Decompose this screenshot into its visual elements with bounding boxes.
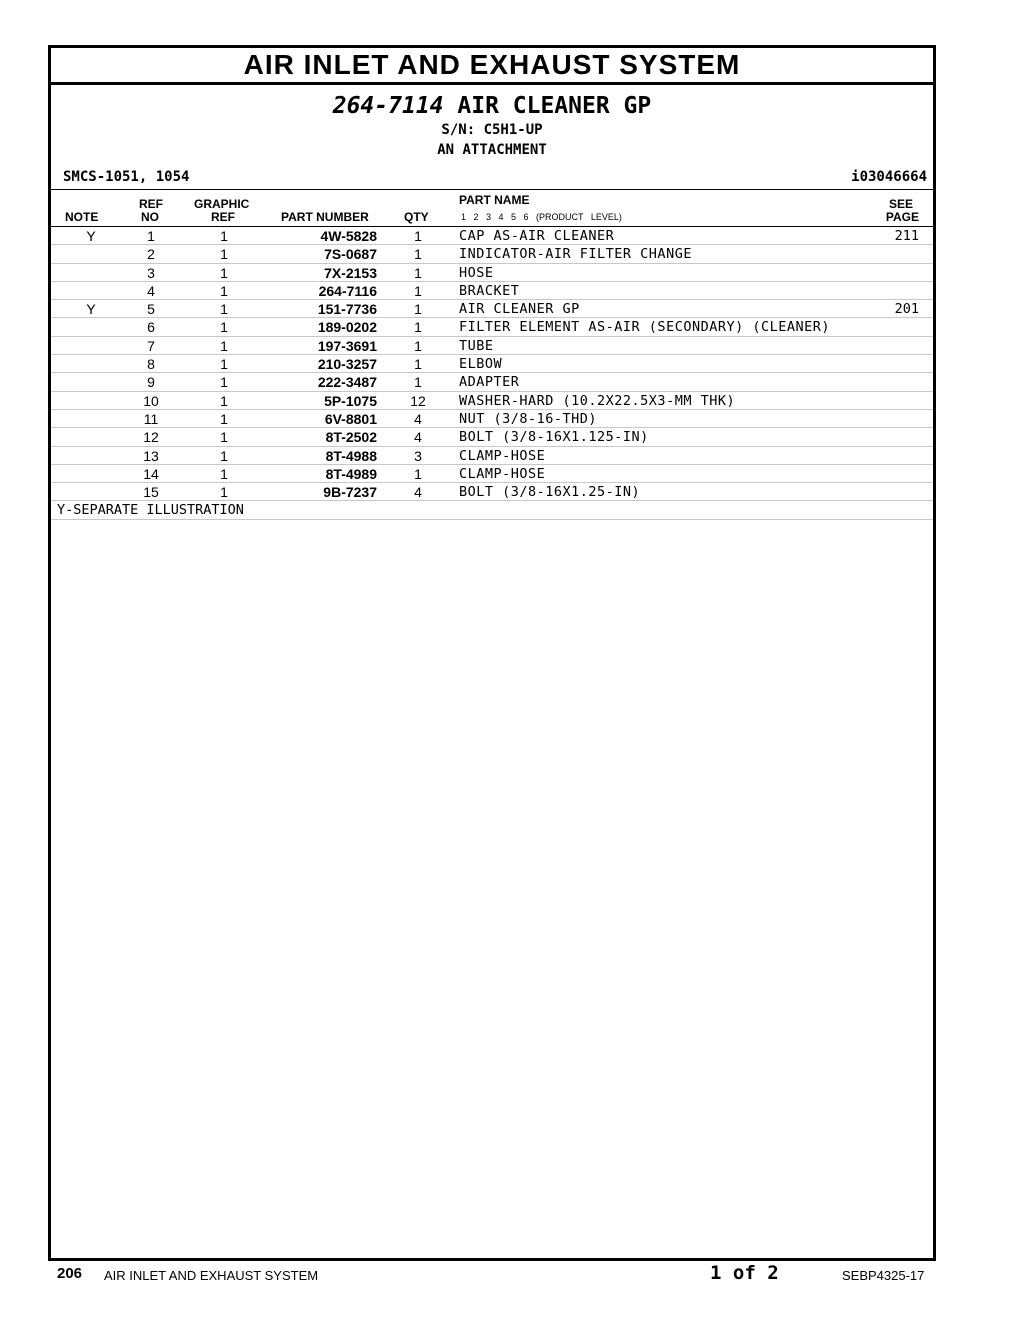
row-part-number: 5P-1075 bbox=[324, 392, 377, 409]
footer-title: AIR INLET AND EXHAUST SYSTEM bbox=[104, 1268, 319, 1283]
table-row bbox=[51, 392, 933, 410]
row-graphic-ref: 1 bbox=[220, 429, 228, 446]
table-row bbox=[51, 483, 933, 501]
row-qty: 1 bbox=[414, 282, 422, 299]
group-name: AIR CLEANER GP bbox=[457, 93, 652, 119]
row-part-name: NUT (3/8-16-THD) bbox=[459, 410, 598, 427]
row-ref-number: 15 bbox=[143, 484, 159, 501]
table-row bbox=[51, 264, 933, 282]
column-header bbox=[51, 189, 933, 227]
table-row bbox=[51, 373, 933, 391]
row-part-name: AIR CLEANER GP bbox=[459, 301, 580, 318]
row-graphic-ref: 1 bbox=[220, 228, 228, 244]
row-see-page: 201 bbox=[894, 301, 919, 318]
row-part-number: 197-3691 bbox=[317, 337, 377, 354]
row-part-number: 8T-4989 bbox=[325, 465, 377, 482]
row-ref-number: 11 bbox=[143, 410, 159, 427]
table-row bbox=[51, 300, 933, 318]
row-graphic-ref: 1 bbox=[220, 410, 228, 427]
row-part-name: ELBOW bbox=[459, 356, 503, 373]
row-ref-number: 13 bbox=[143, 447, 159, 464]
row-part-name: BOLT (3/8-16X1.125-IN) bbox=[459, 429, 649, 446]
row-part-name: HOSE bbox=[459, 264, 494, 281]
table-row bbox=[51, 282, 933, 300]
row-graphic-ref: 1 bbox=[220, 282, 228, 299]
row-part-name: CLAMP-HOSE bbox=[459, 465, 546, 482]
row-graphic-ref: 1 bbox=[220, 465, 228, 482]
row-part-number: 4W-5828 bbox=[320, 228, 377, 244]
page-footer bbox=[0, 1262, 1020, 1292]
row-ref-number: 5 bbox=[147, 301, 155, 318]
row-graphic-ref: 1 bbox=[220, 264, 228, 281]
footer-document-number: SEBP4325-17 bbox=[842, 1268, 925, 1283]
row-ref-number: 9 bbox=[147, 374, 155, 391]
row-part-name: ADAPTER bbox=[459, 374, 520, 391]
row-note: Y bbox=[86, 228, 96, 244]
table-row bbox=[51, 428, 933, 446]
group-header bbox=[51, 85, 933, 189]
row-note: Y bbox=[86, 301, 96, 318]
row-part-number: 210-3257 bbox=[317, 356, 377, 373]
row-part-name: BRACKET bbox=[459, 282, 520, 299]
row-ref-number: 6 bbox=[147, 319, 155, 336]
serial-number: S/N: C5H1-UP bbox=[441, 122, 543, 138]
row-ref-number: 12 bbox=[143, 429, 159, 446]
row-qty: 1 bbox=[414, 246, 422, 263]
row-ref-number: 1 bbox=[147, 228, 155, 244]
row-graphic-ref: 1 bbox=[220, 337, 228, 354]
table-row bbox=[51, 337, 933, 355]
row-qty: 12 bbox=[410, 392, 426, 409]
row-part-number: 189-0202 bbox=[317, 319, 377, 336]
header-part-number: PART NUMBER bbox=[281, 210, 369, 224]
row-part-number: 7X-2153 bbox=[324, 264, 377, 281]
row-graphic-ref: 1 bbox=[220, 301, 228, 318]
row-part-name: TUBE bbox=[459, 337, 494, 354]
row-ref-number: 4 bbox=[147, 282, 155, 299]
header-part-name: PART NAME bbox=[459, 193, 530, 207]
row-part-number: 8T-4988 bbox=[325, 447, 377, 464]
row-graphic-ref: 1 bbox=[220, 319, 228, 336]
header-ref-top: REF bbox=[139, 197, 163, 211]
footer-page-of: 1 of 2 bbox=[710, 1262, 779, 1284]
row-part-number: 222-3487 bbox=[317, 374, 377, 391]
row-part-name: INDICATOR-AIR FILTER CHANGE bbox=[459, 246, 692, 263]
header-product-levels: 1 2 3 4 5 6 (PRODUCT LEVEL) bbox=[461, 212, 622, 222]
footer-page-number: 206 bbox=[57, 1265, 83, 1282]
header-ref-bottom: NO bbox=[141, 210, 159, 224]
page-frame bbox=[48, 45, 936, 1261]
row-ref-number: 14 bbox=[143, 465, 159, 482]
header-graphic-top: GRAPHIC bbox=[194, 197, 250, 211]
row-ref-number: 8 bbox=[147, 356, 155, 373]
row-qty: 1 bbox=[414, 374, 422, 391]
parts-table bbox=[51, 227, 933, 501]
row-part-number: 264-7116 bbox=[318, 282, 377, 299]
row-part-number: 151-7736 bbox=[317, 301, 377, 318]
row-ref-number: 2 bbox=[147, 246, 155, 263]
attachment-label: AN ATTACHMENT bbox=[437, 142, 547, 158]
row-qty: 1 bbox=[414, 465, 422, 482]
header-see-top: SEE bbox=[888, 197, 913, 211]
row-graphic-ref: 1 bbox=[220, 484, 228, 501]
header-qty: QTY bbox=[404, 210, 429, 224]
row-part-number: 7S-0687 bbox=[324, 246, 377, 263]
row-part-name: CLAMP-HOSE bbox=[459, 447, 546, 464]
row-graphic-ref: 1 bbox=[220, 356, 228, 373]
table-row bbox=[51, 447, 933, 465]
row-see-page: 211 bbox=[894, 228, 919, 244]
row-qty: 1 bbox=[414, 228, 422, 244]
footnote: Y-SEPARATE ILLUSTRATION bbox=[51, 501, 933, 520]
illustration-id: i03046664 bbox=[851, 169, 927, 185]
table-row bbox=[51, 245, 933, 263]
header-see-bottom: PAGE bbox=[885, 210, 919, 224]
row-ref-number: 7 bbox=[147, 337, 155, 354]
row-ref-number: 3 bbox=[147, 264, 155, 281]
table-row bbox=[51, 318, 933, 336]
row-part-name: FILTER ELEMENT AS-AIR (SECONDARY) (CLEANER) bbox=[459, 319, 830, 336]
row-qty: 1 bbox=[414, 319, 422, 336]
row-part-name: WASHER-HARD (10.2X22.5X3-MM THK) bbox=[459, 392, 736, 409]
row-graphic-ref: 1 bbox=[220, 392, 228, 409]
table-row bbox=[51, 410, 933, 428]
row-qty: 3 bbox=[414, 447, 422, 464]
row-part-number: 8T-2502 bbox=[325, 429, 377, 446]
row-qty: 4 bbox=[414, 429, 422, 446]
header-note: NOTE bbox=[65, 210, 99, 224]
row-qty: 1 bbox=[414, 337, 422, 354]
row-graphic-ref: 1 bbox=[220, 447, 228, 464]
row-qty: 4 bbox=[414, 484, 422, 501]
row-graphic-ref: 1 bbox=[220, 246, 228, 263]
row-part-name: CAP AS-AIR CLEANER bbox=[459, 228, 615, 244]
row-part-number: 6V-8801 bbox=[324, 410, 377, 427]
row-ref-number: 10 bbox=[143, 392, 159, 409]
section-title: AIR INLET AND EXHAUST SYSTEM bbox=[51, 48, 933, 85]
row-qty: 4 bbox=[414, 410, 422, 427]
smcs-code: SMCS-1051, 1054 bbox=[63, 169, 190, 185]
row-part-name: BOLT (3/8-16X1.25-IN) bbox=[459, 484, 641, 501]
table-row bbox=[51, 227, 933, 245]
table-row bbox=[51, 355, 933, 373]
row-qty: 1 bbox=[414, 356, 422, 373]
table-row bbox=[51, 465, 933, 483]
row-qty: 1 bbox=[414, 301, 422, 318]
header-graphic-bottom: REF bbox=[211, 210, 235, 224]
row-qty: 1 bbox=[414, 264, 422, 281]
group-title bbox=[51, 93, 933, 119]
row-part-number: 9B-7237 bbox=[323, 484, 377, 501]
group-part-number: 264-7114 bbox=[332, 93, 444, 119]
row-graphic-ref: 1 bbox=[220, 374, 228, 391]
